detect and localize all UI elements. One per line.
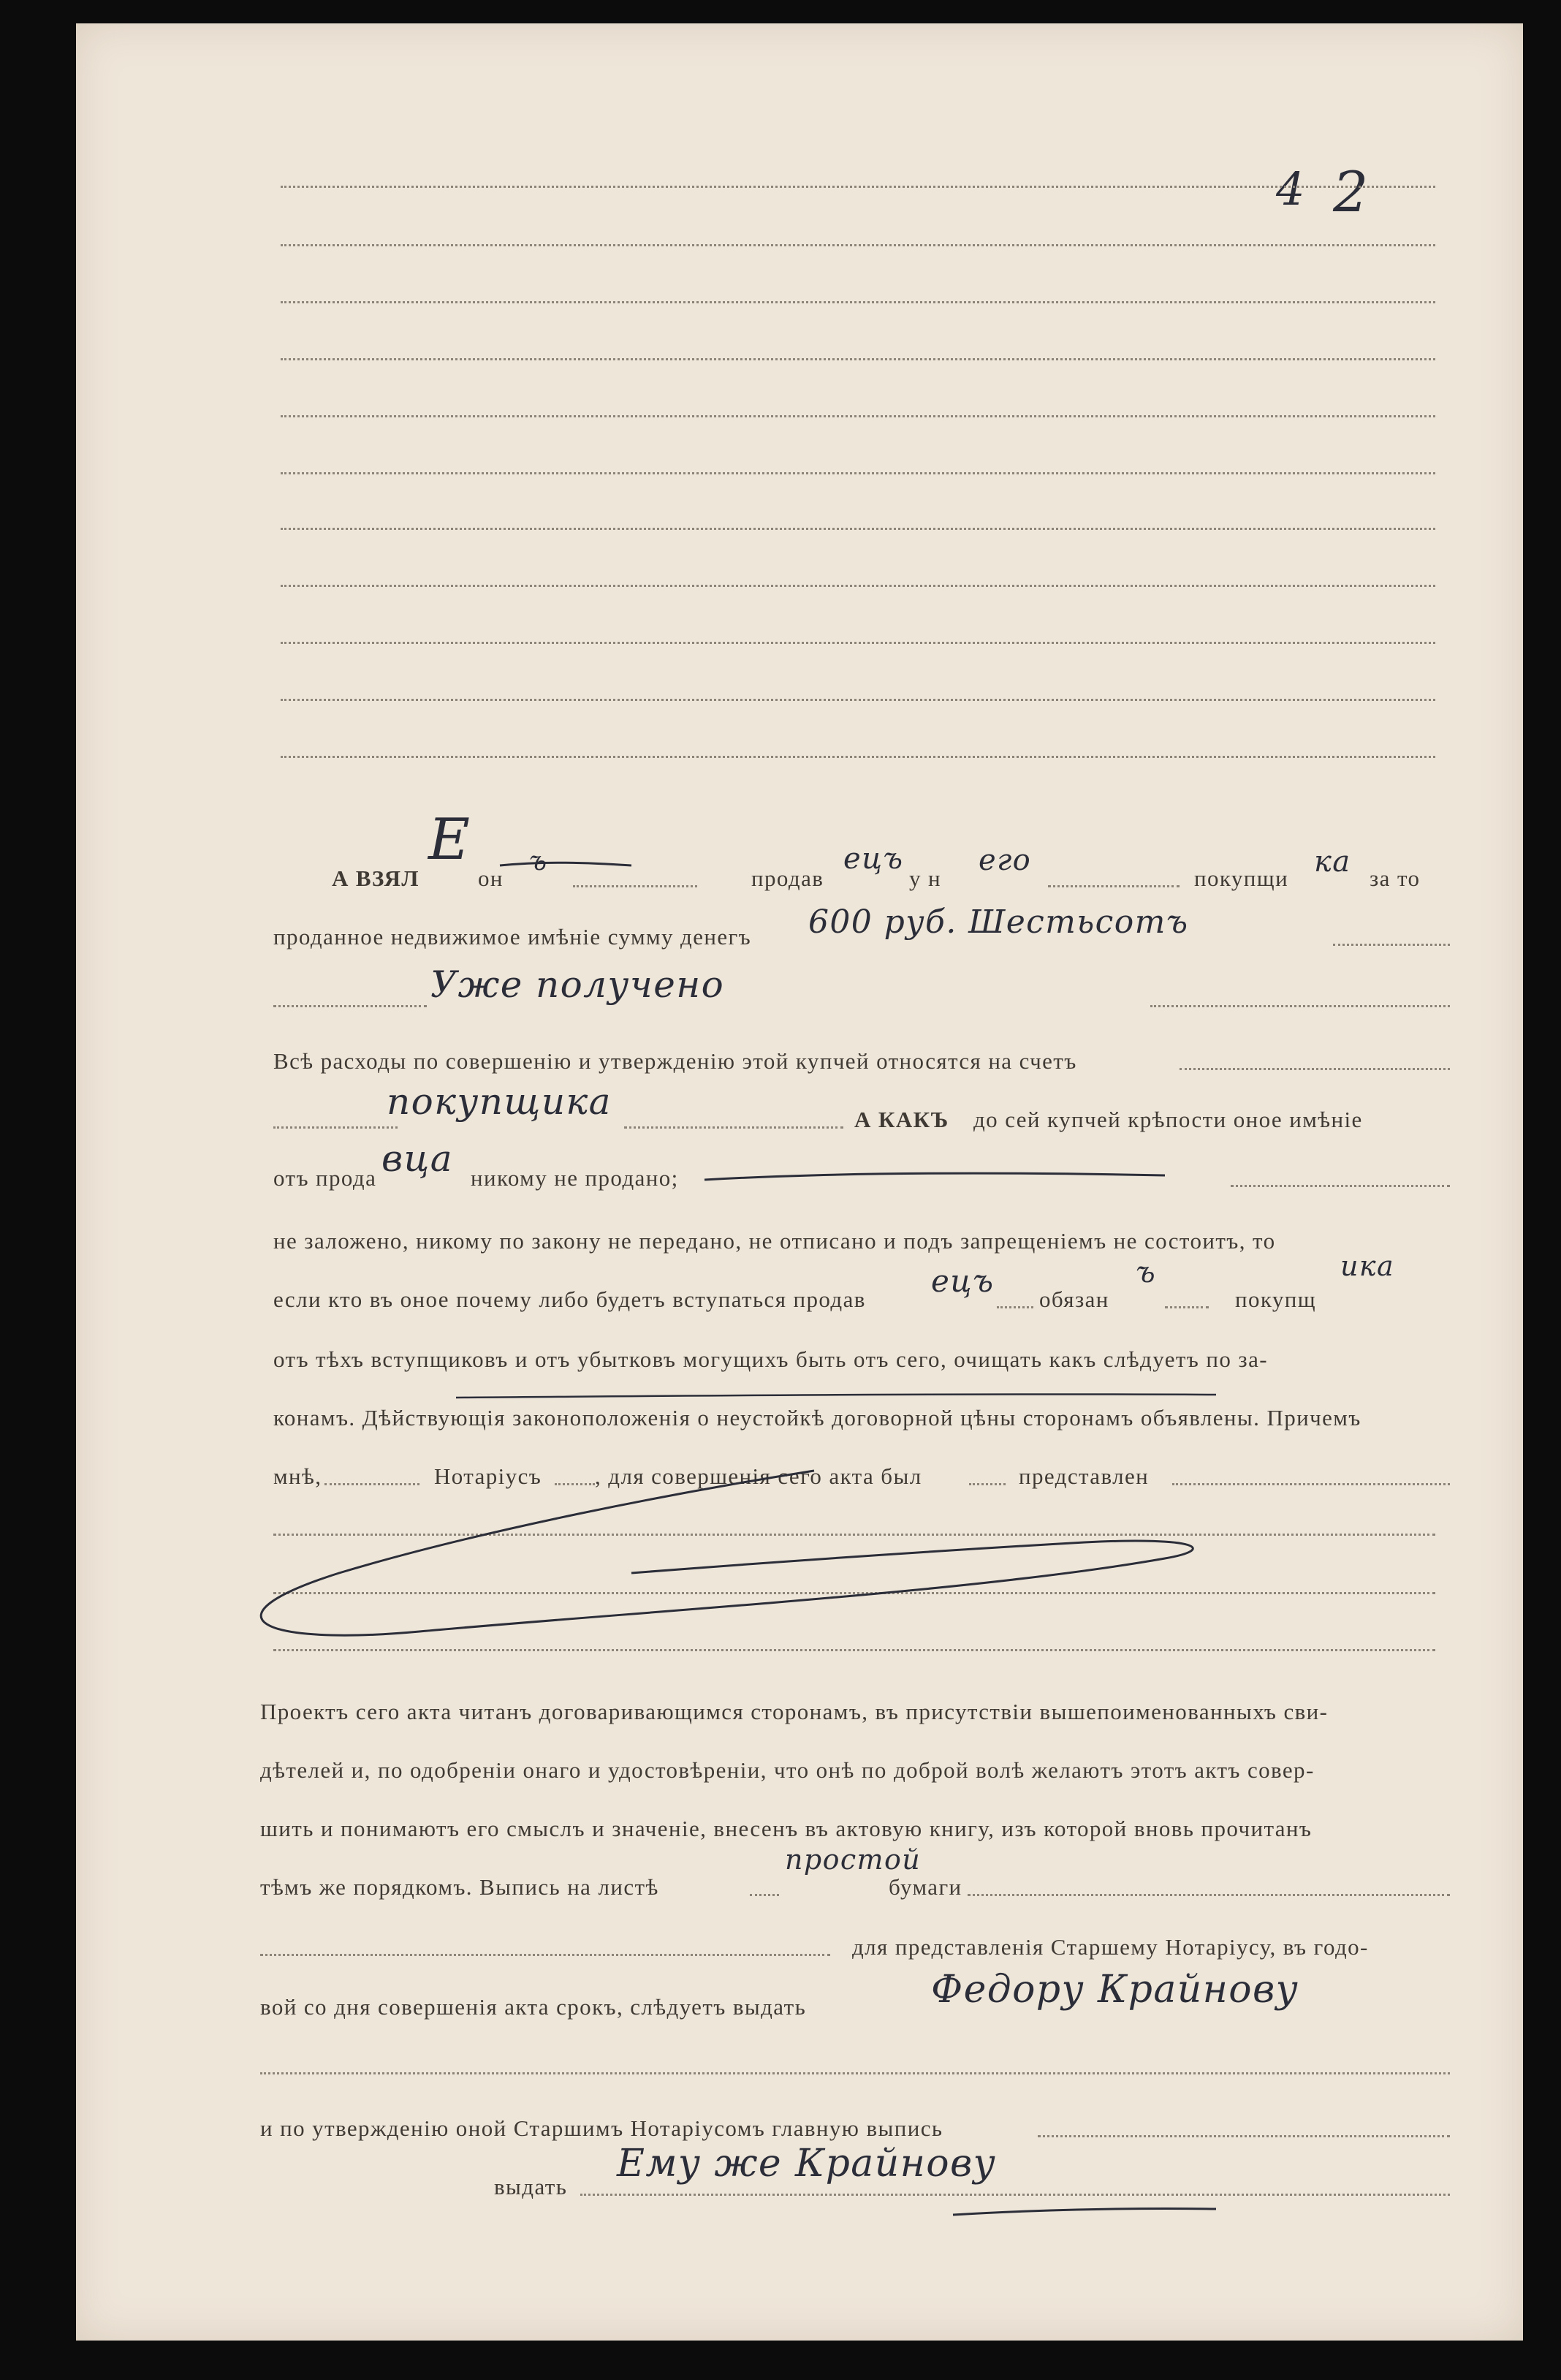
line-a-vzyal xyxy=(259,807,1421,901)
hw-ka: ка xyxy=(1314,845,1351,879)
hw-paper-type: простой xyxy=(785,1843,922,1876)
text-vypis: тѣмъ же порядкомъ. Выпись на листѣ xyxy=(260,1874,659,1900)
page-number-alt: 2 xyxy=(1333,159,1369,224)
hw-name-2: Ему же Крайнову xyxy=(617,2142,997,2186)
document-page xyxy=(76,23,1523,2341)
line-ot-proda xyxy=(259,1137,1340,1200)
line-not-pledged xyxy=(259,1212,1340,1263)
label-notarius: Нотаріусъ xyxy=(434,1463,542,1489)
label-on: он xyxy=(478,865,504,891)
hw-name-1: Федору Крайнову xyxy=(931,1968,1299,2012)
text-sum-label: проданное недвижимое имѣніе сумму денегъ xyxy=(273,924,752,950)
line-vypis xyxy=(259,1843,1340,1909)
line-if-anyone xyxy=(259,1250,1395,1322)
hw-ika: ика xyxy=(1340,1250,1395,1282)
para2-line2 xyxy=(259,1741,1340,1792)
text-vydat: вой со дня совершенія акта срокъ, слѣдуетъ выдать xyxy=(260,1994,807,2020)
label-mne: мнѣ, xyxy=(273,1463,322,1489)
text-for-act: , для совершенія сего акта был xyxy=(595,1463,922,1489)
line-zakonam xyxy=(259,1389,1361,1440)
text-para2-2: дѣтелей и, по одобреніи онаго и удостовѣреніи, что онѣ по доброй волѣ желаютъ этотъ актъ совер- xyxy=(260,1757,1315,1783)
text-expenses: Всѣ расходы по совершенію и утвержденію этой купчей относятся на счетъ xyxy=(273,1048,1077,1074)
text-a-kak: до сей купчей крѣпости оное имѣніе xyxy=(973,1107,1363,1132)
label-a-vzyal: А ВЗЯЛ xyxy=(332,865,419,891)
label-a-kak: А КАКЪ xyxy=(854,1107,949,1132)
line-predst xyxy=(259,1918,1369,1969)
text-predst: для представленія Старшему Нотаріусу, въ годо- xyxy=(852,1934,1369,1960)
hw-sum: 600 руб. Шестьсотъ xyxy=(808,903,1189,941)
text-utv: и по утвержденію оной Старшимъ Нотаріусомъ главную выпись xyxy=(260,2115,943,2141)
text-not-sold: никому не продано; xyxy=(471,1165,679,1191)
text-para2-3: шить и понимаютъ его смыслъ и значеніе, внесенъ въ актовую книгу, изъ которой вновь прочитанъ xyxy=(260,1816,1313,1841)
label-u-n: у н xyxy=(909,865,942,891)
hw-buyer: покупщика xyxy=(387,1080,612,1123)
hw-on-ending: ъ xyxy=(529,846,548,876)
text-if-anyone: если кто въ оное почему либо будетъ вступаться продав xyxy=(273,1286,866,1312)
page-number: 4 xyxy=(1276,162,1305,216)
label-obyazan: обязан xyxy=(1039,1286,1109,1312)
text-not-pledged: не заложено, никому по закону не передано, не отписано и подъ запрещеніемъ не состоитъ, то xyxy=(273,1228,1276,1254)
hw-ets-2: ецъ xyxy=(931,1263,995,1299)
para2-line1 xyxy=(259,1683,1340,1734)
label-predstavlen: представлен xyxy=(1019,1463,1150,1489)
line-mne xyxy=(259,1447,1340,1498)
text-zakonam: конамъ. Дѣйствующія законоположенія о неустойкѣ договорной цѣны сторонамъ объявлены. Причемъ xyxy=(273,1405,1361,1430)
label-prodav: продав xyxy=(751,865,824,891)
hw-received: Уже получено xyxy=(430,963,725,1006)
hw-e: Е xyxy=(428,807,471,873)
label-vydat: выдать xyxy=(494,2174,568,2199)
text-para2-1: Проектъ сего акта читанъ договаривающимся сторонамъ, въ присутствіи вышепоименованныхъ сви- xyxy=(260,1699,1329,1724)
text-vstupshchiki: отъ тѣхъ вступщиковъ и отъ убытковъ могущихъ быть отъ сего, очищать какъ слѣдуетъ по за- xyxy=(273,1346,1268,1372)
hw-obyazan-ending: ъ xyxy=(1136,1256,1157,1289)
hw-vtsa: вца xyxy=(381,1137,453,1180)
label-za-to: за то xyxy=(1370,865,1421,891)
dash-stroke-3 xyxy=(953,2208,1216,2215)
label-ot-proda: отъ прода xyxy=(273,1165,377,1191)
line-received xyxy=(259,963,1340,1020)
label-bumagi: бумаги xyxy=(889,1874,962,1900)
line-vydat xyxy=(259,1968,1340,2029)
hw-prodav-ending: ецъ xyxy=(843,842,904,876)
line-expenses xyxy=(259,1032,1340,1083)
line-blank-after-vydat xyxy=(259,2036,1340,2088)
hw-ego: его xyxy=(979,844,1032,877)
label-pokupshchi: покупщи xyxy=(1194,865,1289,891)
line-vstupshchiki xyxy=(259,1330,1340,1382)
line-sum xyxy=(259,903,1340,959)
line-vydat2 xyxy=(259,2142,1340,2209)
label-pokupshch: покупщ xyxy=(1235,1286,1317,1312)
line-buyer xyxy=(259,1080,1363,1142)
